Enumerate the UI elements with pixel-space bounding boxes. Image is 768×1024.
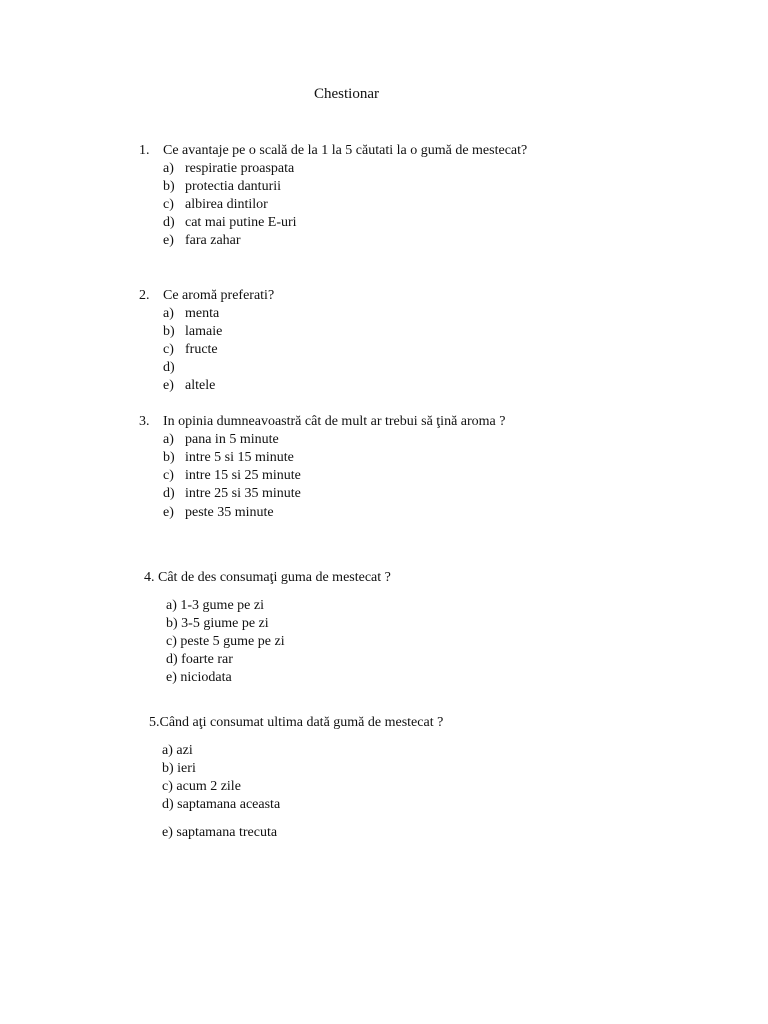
option-text: fara zahar	[185, 233, 241, 248]
option-list	[149, 742, 443, 842]
option-e	[162, 824, 443, 842]
question-number: 3.	[139, 414, 150, 429]
question-4	[144, 569, 391, 687]
option-letter: a)	[162, 743, 173, 758]
option-text: niciodata	[180, 670, 232, 685]
option-text: altele	[185, 378, 216, 393]
option-a	[163, 160, 527, 178]
question-number: 2.	[139, 288, 150, 303]
option-text: 1-3 gume pe zi	[180, 598, 264, 613]
option-letter: c)	[163, 468, 174, 483]
option-c	[162, 778, 443, 796]
option-b	[166, 615, 391, 633]
option-b	[163, 178, 527, 196]
option-d	[163, 485, 505, 503]
option-letter: d)	[163, 360, 175, 375]
question-text	[139, 413, 505, 431]
option-text: albirea dintilor	[185, 197, 268, 212]
option-letter: c)	[163, 197, 174, 212]
question-label: Cât de des consumaţi guma de mestecat ?	[158, 570, 391, 585]
option-letter: c)	[162, 779, 173, 794]
option-letter: e)	[163, 378, 174, 393]
option-a	[163, 305, 274, 323]
option-b	[162, 760, 443, 778]
option-text: protectia danturii	[185, 179, 282, 194]
question-label: Ce aromă preferati?	[163, 288, 275, 303]
option-text: lamaie	[185, 324, 223, 339]
option-text: pana in 5 minute	[185, 432, 279, 447]
option-text: menta	[185, 306, 220, 321]
option-e	[163, 232, 527, 250]
option-list	[139, 305, 274, 395]
option-c	[163, 341, 274, 359]
question-number: 1.	[139, 143, 150, 158]
option-text: intre 25 si 35 minute	[185, 486, 301, 501]
question-text	[149, 714, 443, 732]
option-letter: e)	[163, 233, 174, 248]
question-text	[139, 287, 274, 305]
option-text: 3-5 giume pe zi	[181, 616, 269, 631]
option-letter: d)	[162, 797, 174, 812]
option-c	[163, 467, 505, 485]
option-text: azi	[176, 743, 193, 758]
question-number: 4.	[144, 570, 155, 585]
option-e	[163, 504, 505, 522]
option-letter: d)	[163, 215, 175, 230]
option-a	[166, 597, 391, 615]
option-a	[163, 431, 505, 449]
option-b	[163, 449, 505, 467]
option-text: intre 5 si 15 minute	[185, 450, 294, 465]
option-letter: d)	[163, 486, 175, 501]
option-text: ieri	[177, 761, 196, 776]
option-text: acum 2 zile	[176, 779, 241, 794]
question-1	[139, 142, 527, 250]
option-text: respiratie proaspata	[185, 161, 295, 176]
option-letter: a)	[166, 598, 177, 613]
option-d	[166, 651, 391, 669]
option-letter: a)	[163, 161, 174, 176]
option-text: cat mai putine E-uri	[185, 215, 297, 230]
option-letter: c)	[163, 342, 174, 357]
question-3	[139, 413, 505, 522]
option-d	[162, 796, 443, 814]
option-d	[163, 359, 274, 377]
question-5	[149, 714, 443, 842]
option-c	[166, 633, 391, 651]
option-letter: b)	[163, 324, 175, 339]
option-e	[166, 669, 391, 687]
page-title: Chestionar	[314, 86, 379, 102]
option-letter: d)	[166, 652, 178, 667]
option-letter: b)	[163, 179, 175, 194]
option-text: saptamana trecuta	[176, 825, 278, 840]
option-letter: e)	[166, 670, 177, 685]
option-text: fructe	[185, 342, 218, 357]
question-text	[139, 142, 527, 160]
question-label: In opinia dumneavoastră cât de mult ar trebui să ţină aroma ?	[163, 414, 506, 429]
option-d	[163, 214, 527, 232]
option-text: saptamana aceasta	[177, 797, 281, 812]
option-text: peste 5 gume pe zi	[180, 634, 285, 649]
option-letter: c)	[166, 634, 177, 649]
option-letter: b)	[166, 616, 178, 631]
option-list	[144, 597, 391, 687]
option-text: intre 15 si 25 minute	[185, 468, 301, 483]
option-a	[162, 742, 443, 760]
option-e	[163, 377, 274, 395]
option-letter: a)	[163, 306, 174, 321]
option-list	[139, 431, 505, 522]
question-text	[144, 569, 391, 587]
question-label: Ce avantaje pe o scală de la 1 la 5 căutati la o gumă de mestecat?	[163, 143, 528, 158]
option-c	[163, 196, 527, 214]
option-letter: e)	[162, 825, 173, 840]
option-letter: b)	[163, 450, 175, 465]
question-number: 5.	[149, 715, 160, 730]
option-text: foarte rar	[181, 652, 233, 667]
option-letter: b)	[162, 761, 174, 776]
question-2	[139, 287, 274, 395]
question-label: Când aţi consumat ultima dată gumă de mestecat ?	[159, 715, 444, 730]
option-letter: a)	[163, 432, 174, 447]
option-b	[163, 323, 274, 341]
option-letter: e)	[163, 505, 174, 520]
option-text: peste 35 minute	[185, 505, 274, 520]
option-list	[139, 160, 527, 250]
